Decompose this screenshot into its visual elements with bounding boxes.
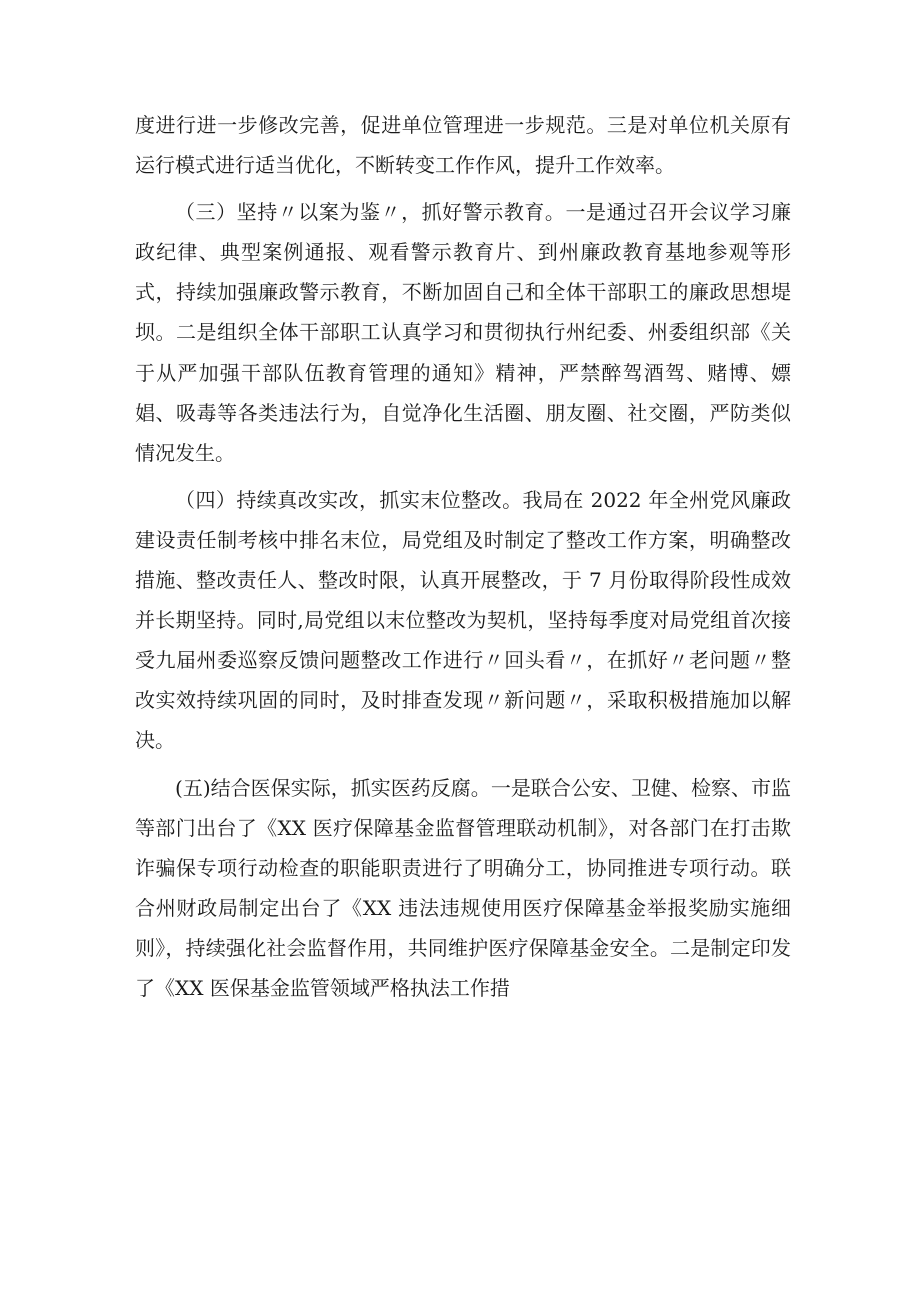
paragraph-section-3: （三）坚持〃以案为鉴〃，抓好警示教育。一是通过召开会议学习廉政纪律、典型案例通报、观看警示教育片、到州廉政教育基地参观等形式，持续加强廉政警示教育，不断加固自己和全体干部职工的廉政思想堤坝。二是组织全体干部职工认真学习和贯彻执行州纪委、州委组织部《关于从严加强干部队伍教育管理的通知》精神，严禁醉驾酒驾、赌博、嫖娼、吸毒等各类违法行为，自觉净化生活圈、朋友圈、社交圈，严防类似情况发生。 (135, 200, 791, 465)
body-text (135, 105, 791, 1015)
paragraph-section-5: (五)结合医保实际，抓实医药反腐。一是联合公安、卫健、检察、市监等部门出台了《XX 医疗保障基金监督管理联动机制》，对各部门在打击欺诈骗保专项行动检查的职能职责进行了明确分工，协同推进专项行动。联合州财政局制定出台了《XX 违法违规使用医疗保障基金举报奖励实施细则》，持续强化社会监督作用，共同维护医疗保障基金安全。二是制定印发了《XX 医保基金监管领域严格执法工作措 (135, 775, 791, 1000)
paragraph-continuation: 度进行进一步修改完善，促进单位管理进一步规范。三是对单位机关原有运行模式进行适当优化，不断转变工作作风，提升工作效率。 (135, 113, 791, 178)
paragraph-section-4: （四）持续真改实改，抓实末位整改。我局在 2022 年全州党风廉政建设责任制考核中排名末位，局党组及时制定了整改工作方案，明确整改措施、整改责任人、整改时限，认真开展整改，于 7 月份取得阶段性成效并长期坚持。同时,局党组以末位整改为契机，坚持每季度对局党组首次接受九届州委巡察反馈问题整改工作进行〃回头看〃，在抓好〃老问题〃整改实效持续巩固的同时，及时排查发现〃新问题〃，采取积极措施加以解决。 (135, 487, 791, 753)
